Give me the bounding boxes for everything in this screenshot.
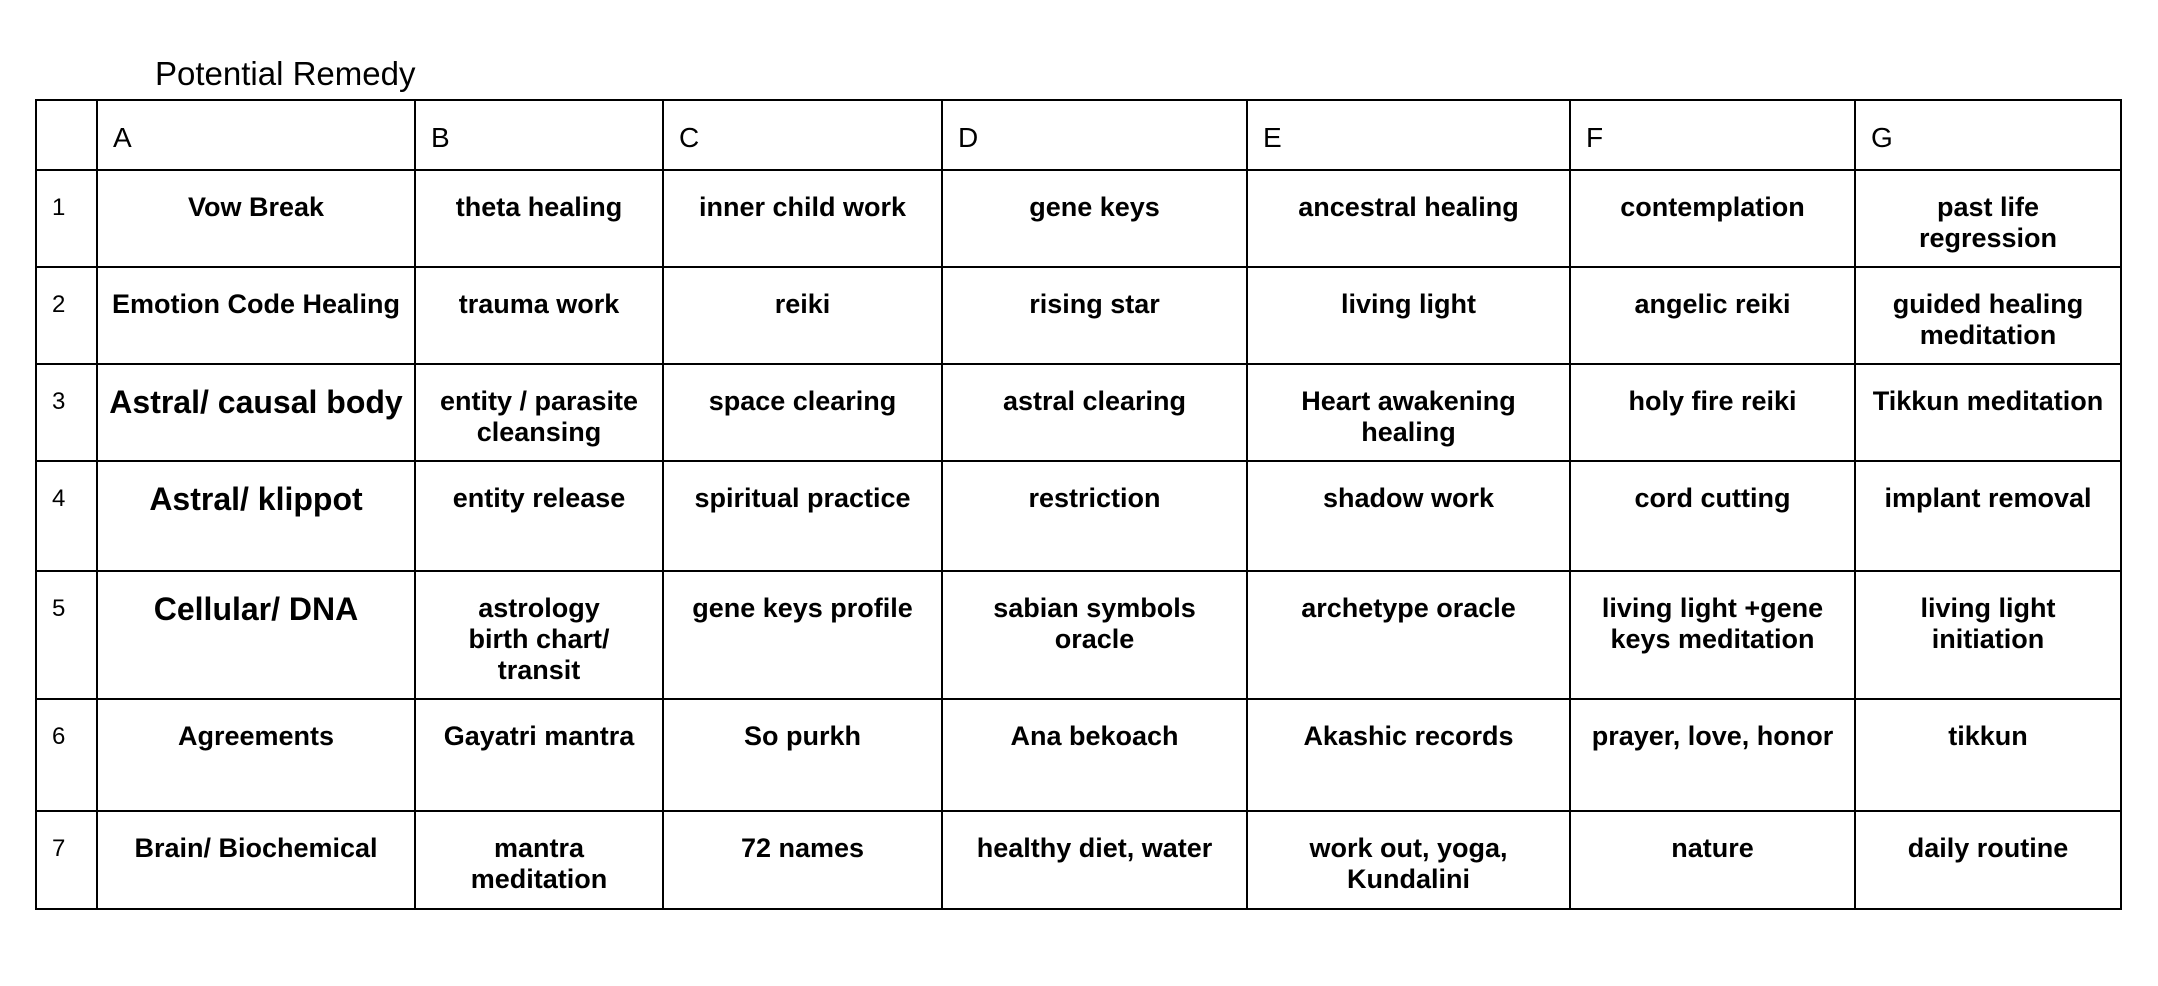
table-row [36,461,2121,571]
table-cell: ancestral healing [1247,170,1570,267]
table-cell: Vow Break [97,170,415,267]
table-cell: work out, yoga, Kundalini [1247,811,1570,909]
table-cell: daily routine [1855,811,2121,909]
table-cell: Brain/ Biochemical [97,811,415,909]
table-cell: nature [1570,811,1855,909]
row-number: 1 [36,170,97,267]
table-cell: Gayatri mantra [415,699,663,811]
table-cell: space clearing [663,364,942,461]
document-title: Potential Remedy [155,55,416,92]
table-cell: gene keys [942,170,1247,267]
table-cell: inner child work [663,170,942,267]
table-cell: entity / parasite cleansing [415,364,663,461]
row-number: 6 [36,699,97,811]
table-cell: shadow work [1247,461,1570,571]
table-cell: Agreements [97,699,415,811]
table-cell: 72 names [663,811,942,909]
table-cell: Astral/ causal body [97,364,415,461]
table-row [36,170,2121,267]
table-cell: contemplation [1570,170,1855,267]
remedy-table [35,99,2122,910]
table-cell: tikkun [1855,699,2121,811]
table-cell: living light initiation [1855,571,2121,699]
table-cell: gene keys profile [663,571,942,699]
table-cell: theta healing [415,170,663,267]
table-cell: mantra meditation [415,811,663,909]
table-cell: archetype oracle [1247,571,1570,699]
table-cell: restriction [942,461,1247,571]
table-row [36,267,2121,364]
column-header: C [663,100,942,170]
table-row [36,811,2121,909]
table-cell: Astral/ klippot [97,461,415,571]
table-cell: entity release [415,461,663,571]
table-cell: Tikkun meditation [1855,364,2121,461]
header-row [36,100,2121,170]
row-number: 4 [36,461,97,571]
table-cell: reiki [663,267,942,364]
table-cell: So purkh [663,699,942,811]
table-cell: cord cutting [1570,461,1855,571]
table-cell: past life regression [1855,170,2121,267]
table-cell: living light +gene keys meditation [1570,571,1855,699]
table-cell: angelic reiki [1570,267,1855,364]
table-cell: Heart awakening healing [1247,364,1570,461]
table-cell: rising star [942,267,1247,364]
table-row [36,699,2121,811]
row-number: 2 [36,267,97,364]
table-cell: Akashic records [1247,699,1570,811]
column-header: F [1570,100,1855,170]
column-header: B [415,100,663,170]
table-cell: guided healing meditation [1855,267,2121,364]
table-row [36,571,2121,699]
column-header: E [1247,100,1570,170]
table-cell: holy fire reiki [1570,364,1855,461]
table-cell: sabian symbols oracle [942,571,1247,699]
column-header: A [97,100,415,170]
table-cell: spiritual practice [663,461,942,571]
table-cell: astral clearing [942,364,1247,461]
table-cell: Ana bekoach [942,699,1247,811]
table-cell: Emotion Code Healing [97,267,415,364]
table-cell: trauma work [415,267,663,364]
row-number: 5 [36,571,97,699]
table-cell: prayer, love, honor [1570,699,1855,811]
table-cell: Cellular/ DNA [97,571,415,699]
table-row [36,364,2121,461]
column-header: D [942,100,1247,170]
column-header: G [1855,100,2121,170]
row-number: 3 [36,364,97,461]
table-cell: living light [1247,267,1570,364]
corner-cell [36,100,97,170]
table-cell: astrology birth chart/ transit [415,571,663,699]
row-number: 7 [36,811,97,909]
table-cell: implant removal [1855,461,2121,571]
table-cell: healthy diet, water [942,811,1247,909]
